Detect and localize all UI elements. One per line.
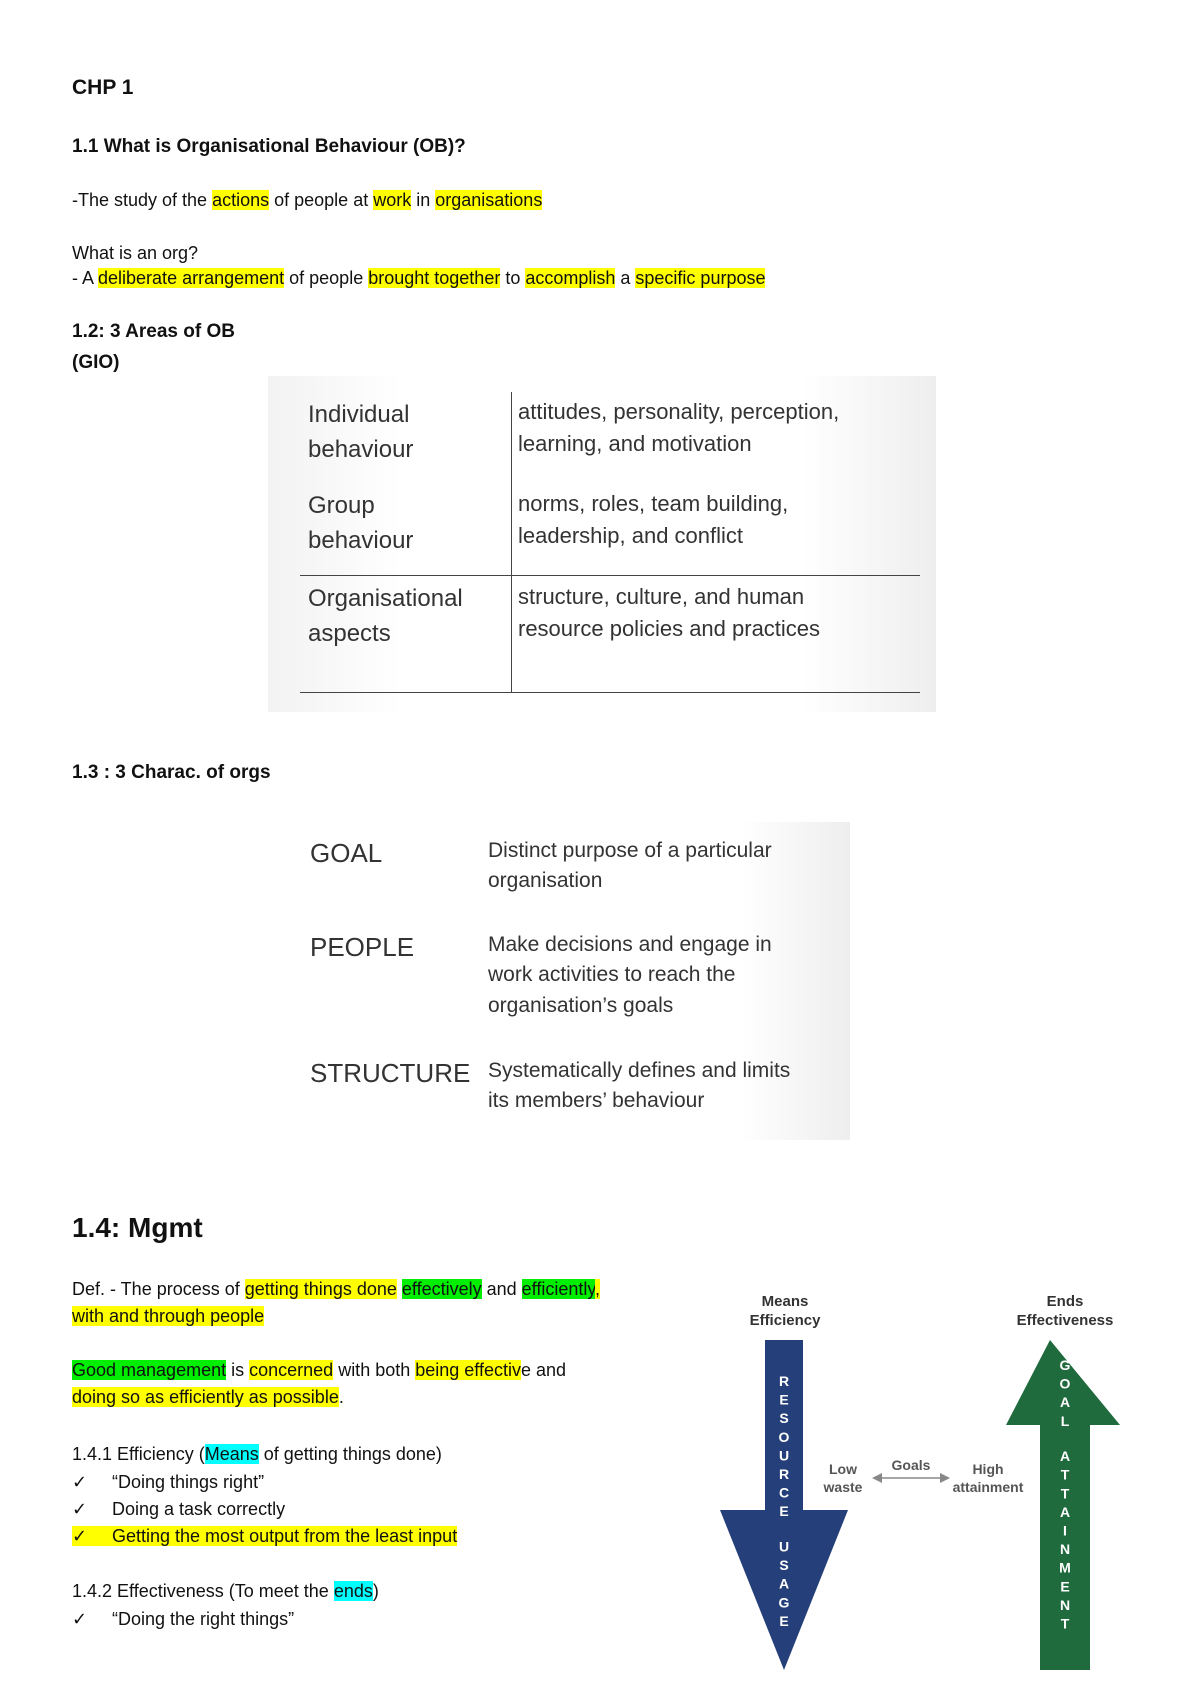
effectiveness-heading [72,1581,379,1602]
table-cell: norms, roles, team building, leadership, and conflict [518,491,789,548]
text: of people [284,268,369,288]
table-rule [300,692,920,693]
highlight: , [595,1279,601,1299]
table-value: Systematically defines and limits its members’ behaviour [488,1059,791,1113]
arrow-letter: A [1059,1394,1071,1411]
arrow-letter: E [1060,1578,1070,1595]
highlight: with and through people [72,1306,265,1326]
highlight-green: Good management [72,1360,227,1380]
arrow-letter: I [1063,1522,1067,1539]
highlight-green: efficiently [521,1279,596,1299]
efficiency-effectiveness-diagram [700,1290,1160,1690]
list-item: ✓ “Doing things right” [72,1472,265,1492]
efficiency-heading [72,1444,442,1465]
table-key: STRUCTURE [310,1058,471,1088]
text: -The study of the [72,190,213,210]
good-management [72,1357,692,1411]
table-cell: Group behaviour [308,492,414,554]
text: and [481,1279,522,1299]
waste-label: waste [823,1479,863,1495]
highlight: brought together [368,268,501,288]
highlight: being effectiv [415,1360,521,1380]
arrow-letter: M [1059,1559,1071,1576]
text: in [411,190,436,210]
arrow-letter: S [779,1557,789,1574]
org-characteristics-table [302,822,850,1140]
goal-attainment-label [1059,1357,1071,1632]
highlight: getting things done [244,1279,397,1299]
diagram-svg [700,1290,1160,1690]
arrow-letter: A [1059,1503,1071,1520]
goals-label: Goals [891,1457,931,1473]
arrow-letter: C [778,1484,790,1501]
text: is [226,1360,250,1380]
arrow-letter: L [1060,1412,1070,1429]
section-1-1-heading: 1.1 What is Organisational Behaviour (OB)? [72,136,466,157]
text: 1.4.2 Effectiveness (To meet the [72,1581,334,1601]
list-item: ✓ Doing a task correctly [72,1499,286,1519]
table-rule [300,575,920,576]
arrow-letter: U [778,1447,790,1464]
table-value: Distinct purpose of a particular organisation [488,839,772,893]
table-divider [511,392,512,692]
arrow-letter: O [778,1428,790,1445]
arrow-letter: T [1060,1466,1070,1483]
highlight-organisations: organisations [435,190,543,210]
section-1-3-heading: 1.3 : 3 Charac. of orgs [72,762,271,783]
arrow-letter: E [779,1503,789,1520]
list-item: ✓ Getting the most output from the least input [72,1526,458,1546]
areas-of-ob-table [268,376,936,712]
table-key: GOAL [310,838,383,868]
section-1-2-heading: 1.2: 3 Areas of OB [72,321,235,342]
arrow-letter: R [778,1373,790,1389]
text: 1.4.1 Efficiency ( [72,1444,205,1464]
high-label: High [972,1461,1004,1477]
arrow-letter: N [1059,1596,1071,1613]
arrow-letter: U [778,1538,790,1555]
left-title-1: Means [761,1293,809,1310]
attainment-label: attainment [952,1479,1024,1495]
list-item: ✓ “Doing the right things” [72,1609,295,1629]
section-1-2-sub: (GIO) [72,352,120,373]
what-is-org: What is an org? [72,243,199,263]
chapter-title: CHP 1 [72,76,134,99]
check-icon: ✓ [72,1472,88,1492]
right-title-2: Effectiveness [1016,1312,1114,1329]
table-cell: structure, culture, and human resource policies and practices [518,584,821,641]
arrow-letter: A [1059,1448,1071,1465]
text: - A [72,268,99,288]
arrow-letter: A [778,1575,790,1592]
highlight-work: work [373,190,412,210]
text: e and [520,1360,567,1380]
text: Def. - The process of [72,1279,245,1299]
table-key: PEOPLE [310,932,415,962]
arrow-letter: S [779,1410,789,1427]
table-value: Make decisions and engage in work activities to reach the organisation’s goals [488,933,772,1017]
check-icon: ✓ [72,1609,88,1629]
text: with both [333,1360,416,1380]
text: ) [372,1581,379,1601]
arrow-letter: T [1060,1485,1070,1502]
highlight: deliberate arrangement [98,268,285,288]
arrow-letter: G [1059,1357,1071,1373]
table-cell: Individual behaviour [308,401,414,463]
right-title-1: Ends [1046,1293,1084,1310]
arrow-letter: T [1060,1615,1070,1632]
highlight: doing so as efficiently as possible [72,1387,339,1407]
table-cell: attitudes, personality, perception, learning, and motivation [518,399,840,456]
arrow-letter: G [778,1594,790,1611]
arrow-letter: E [779,1391,789,1408]
check-icon: ✓ [72,1499,88,1519]
text: of getting things done) [258,1444,442,1464]
text: of people at [269,190,374,210]
mgmt-definition [72,1276,692,1330]
highlight-actions: actions [212,190,270,210]
highlight-cyan: Means [204,1444,259,1464]
table-cell: Organisational aspects [308,585,463,647]
highlight: concerned [249,1360,334,1380]
org-definition-line [72,268,765,289]
arrowhead-left-icon [872,1473,882,1483]
arrow-letter: R [778,1466,790,1482]
arrow-letter: O [1059,1375,1071,1392]
text: to [500,268,526,288]
text: . [338,1387,344,1407]
highlight: accomplish [525,268,616,288]
section-1-4-heading: 1.4: Mgmt [72,1212,203,1243]
text: a [615,268,636,288]
arrowhead-right-icon [940,1473,950,1483]
ob-definition-line [72,190,542,211]
left-title-2: Efficiency [749,1312,821,1329]
check-icon: ✓ [72,1526,88,1546]
arrow-letter: E [779,1612,789,1629]
arrow-letter: N [1059,1541,1071,1558]
highlight-cyan: ends [333,1581,373,1601]
low-label: Low [829,1461,857,1477]
highlight-green: effectively [401,1279,482,1299]
highlight: specific purpose [635,268,766,288]
